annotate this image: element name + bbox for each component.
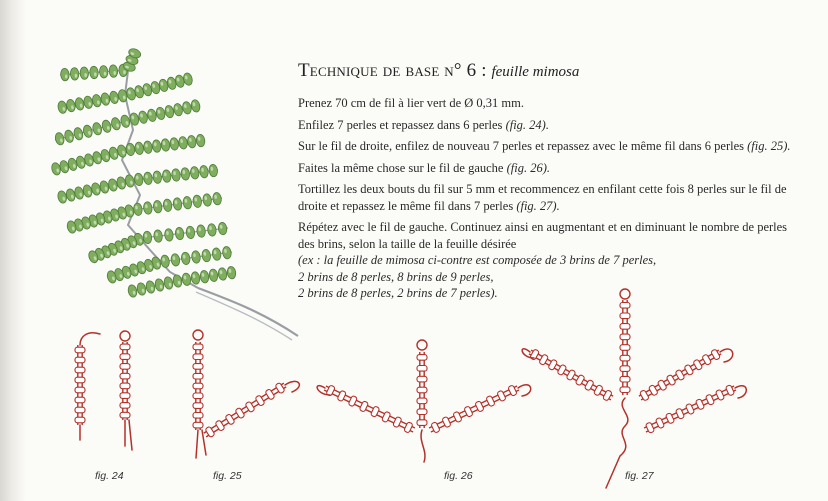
leaf-bead [199, 165, 209, 178]
leaf-bead [180, 167, 190, 180]
diagram-bead [120, 383, 130, 389]
diagram-bead [620, 324, 630, 330]
leaf-bead [199, 270, 209, 283]
leaf-bead [152, 171, 162, 184]
leaf-bead [208, 164, 218, 177]
leaf-bead [60, 68, 69, 81]
diagram-bead [417, 366, 427, 372]
leaf-bead [190, 166, 200, 179]
diagram-bead [620, 376, 630, 382]
leaf-bead [80, 67, 89, 80]
instruction-paragraph: Prenez 70 cm de fil à lier vert de Ø 0,31 mm. [298, 96, 524, 110]
leaf-branch-right [133, 192, 222, 216]
diagram-bead [193, 383, 203, 389]
instruction-paragraph: Tortillez les deux bouts du fil sur 5 mm et recommencez en enfilant cette fois 8 perles sur le fil de droite et repassez le même fil dans 7 perles (fig. 27). [298, 182, 787, 213]
diagram-bead [120, 403, 130, 409]
diagram-bead [193, 344, 203, 350]
leaf-bead [173, 103, 184, 117]
leaf-bead [163, 276, 174, 290]
leaf-branch-right [181, 266, 236, 286]
diagram-bead [75, 397, 85, 403]
diagram-bead [620, 355, 630, 361]
leaf-bead [99, 180, 110, 194]
caption-fig-24: fig. 24 [95, 470, 124, 482]
leaf-bead [127, 284, 138, 298]
leaf-branch-left [54, 114, 131, 146]
instruction-paragraph: Répétez avec le fil de gauche. Continuez ainsi en augmentant et en diminuant le nombre de perles des brins, selon la taille de la feuille désirée [298, 220, 788, 251]
figure-reference: (fig. 25). [747, 139, 791, 153]
leaf-bead [109, 65, 118, 78]
leaf-bead [136, 282, 147, 296]
leaf-bead [74, 97, 85, 111]
fig-24-strand-a [75, 345, 85, 425]
diagram-bead [193, 403, 203, 409]
fig-25-loop [193, 330, 203, 340]
leaf-bead [169, 137, 179, 150]
leaf-bead [125, 143, 135, 156]
diagram-bead [75, 357, 85, 363]
leaf-bead [70, 67, 79, 80]
caption-fig-27: fig. 27 [625, 470, 654, 482]
leaf-bead [92, 122, 103, 136]
leaf-stem-tail [198, 288, 298, 336]
leaf-branch-left [66, 204, 135, 234]
diagram-bead [417, 355, 427, 361]
diagram-bead [193, 422, 203, 428]
diagram-bead [75, 417, 85, 423]
leaf-bead [89, 66, 98, 79]
diagram-bead [417, 376, 427, 382]
leaf-bead [181, 101, 192, 115]
leaf-bead [175, 227, 185, 240]
leaf-bead [182, 196, 192, 209]
instruction-paragraph: Faites la même chose sur le fil de gauche (fig. 26). [298, 160, 551, 175]
leaf-bead [73, 127, 84, 141]
leaf-bead [181, 273, 191, 286]
leaf-bead [143, 172, 153, 185]
leaf-bead [153, 200, 163, 213]
leaf-bead [196, 224, 206, 237]
leaf-branch-left [87, 232, 145, 264]
leaf-bead [173, 197, 183, 210]
leaf-bead [178, 136, 188, 149]
leaf-stem-tail [196, 292, 292, 340]
leaf-bead [172, 274, 183, 288]
leaf-bead [99, 65, 108, 78]
leaf-bead [218, 222, 228, 235]
leaf-bead [153, 229, 163, 242]
leaf-branch-right [125, 134, 205, 156]
fig-26-loop [417, 340, 427, 350]
fig-26-strand-top [417, 352, 427, 428]
diagram-bead [120, 364, 130, 370]
leaf-branch-left [106, 256, 162, 284]
leaf-branch-right [160, 246, 232, 268]
diagram-bead [120, 344, 130, 350]
diagram-bead [75, 387, 85, 393]
leaf-bead [152, 139, 162, 152]
diagram-bead [193, 413, 203, 419]
leaf-bead [164, 228, 174, 241]
leaf-branch-left [57, 174, 136, 204]
fig-24-wire-end [80, 333, 100, 345]
leaf-bead [143, 141, 153, 154]
leaf-bead [164, 105, 175, 119]
fig-26-strand-left [324, 385, 415, 433]
diagram-bead [75, 347, 85, 353]
diagram-bead [417, 387, 427, 393]
diagram-bead [620, 313, 630, 319]
leaf-branch-right [125, 72, 193, 101]
diagram-bead [620, 345, 630, 351]
instruction-paragraph: Sur le fil de droite, enfilez de nouveau 7 perles et repassez avec le même fil dans 6 perles (fig. 25). [298, 139, 791, 153]
figure-reference: (fig. 27). [516, 198, 560, 213]
fig-26-strand-right [429, 385, 519, 433]
leaf-branch-right [134, 164, 218, 186]
leaf-bead [201, 249, 211, 262]
leaf-bead [74, 186, 85, 200]
diagram-bead [120, 393, 130, 399]
leaf-bead [134, 142, 144, 155]
diagram-bead [193, 373, 203, 379]
leaf-bead [124, 174, 135, 188]
fig-24-wire-end [125, 420, 132, 450]
fig-27-loop-end [720, 349, 733, 362]
leaf-branch-left [127, 274, 183, 298]
diagram-bead [75, 367, 85, 373]
leaf-bead [154, 278, 165, 292]
diagram-bead [620, 366, 630, 372]
leaf-bead [208, 269, 218, 282]
caption-fig-25: fig. 25 [213, 470, 242, 482]
leaf-bead [170, 253, 180, 266]
instruction-paragraph: Enfilez 7 perles et repassez dans 6 perles (fig. 24). [298, 117, 549, 132]
fig-27-strand-top [620, 300, 630, 395]
diagram-bead [417, 420, 427, 426]
leaf-branch-right [142, 222, 228, 244]
leaf-bead [196, 134, 206, 147]
fig-25-loop-end [285, 381, 299, 392]
leaf-bead [160, 255, 170, 268]
leaf-bead [163, 199, 173, 212]
leaf-bead [92, 94, 103, 108]
leaf-bead [107, 178, 118, 192]
leaf-bead [226, 266, 236, 279]
leaf-bead [217, 267, 227, 280]
diagram-bead [193, 364, 203, 370]
diagram-bead [75, 377, 85, 383]
fig-27-strand-upper-left [529, 349, 613, 401]
figure-reference: (fig. 26). [506, 160, 551, 175]
leaf-bead [63, 129, 74, 143]
leaf-bead [100, 92, 111, 106]
leaf-bead [83, 95, 94, 109]
figure-reference: (fig. 24). [505, 117, 549, 132]
leaf-bead [186, 226, 196, 239]
leaf-branch-right [129, 99, 201, 126]
leaf-bead [212, 192, 222, 205]
leaf-branch-tip [122, 47, 142, 73]
leaf-bead [181, 252, 191, 265]
leaf-bead [155, 106, 166, 120]
leaf-bead [207, 223, 217, 236]
leaf-branch-left [60, 64, 128, 81]
leaf-bead [191, 250, 201, 263]
leaf-bead [171, 168, 181, 181]
title-number: n° 6 : [444, 60, 487, 81]
leaf-bead [54, 132, 65, 146]
example-note: (ex : la feuille de mimosa ci-contre est composée de 3 brins de 7 perles, 2 brins de 8 perles, 8 brins de 9 perles, 2 brins de 8 perles, 2 brins de 7 perles). [298, 253, 657, 300]
leaf-bead [57, 100, 68, 114]
diagram-bead [75, 407, 85, 413]
caption-fig-26: fig. 26 [444, 470, 473, 482]
fig-25-strand-main [193, 342, 203, 430]
diagram-bead [120, 373, 130, 379]
fig-26-wire-end [421, 430, 425, 462]
leaf-branch-left [57, 89, 128, 114]
leaf-bead [146, 108, 157, 122]
leaf-bead [82, 184, 93, 198]
title-main: Technique de base [298, 60, 440, 81]
leaf-bead [116, 176, 127, 190]
leaf-bead [161, 138, 171, 151]
leaf-bead [192, 195, 202, 208]
fig-27-strand-upper-right [639, 349, 721, 401]
leaf-bead [190, 99, 201, 113]
leaf-bead [101, 119, 112, 133]
leaf-bead [57, 190, 68, 204]
bead-diagrams [75, 289, 746, 488]
leaf-bead [162, 169, 172, 182]
diagram-bead [620, 387, 630, 393]
diagram-bead [620, 303, 630, 309]
leaf-bead [187, 135, 197, 148]
leaf-bead [110, 117, 121, 131]
beaded-mimosa-leaf-photo [50, 47, 298, 340]
fig-26-loop-end [518, 385, 531, 396]
diagram-bead [417, 409, 427, 415]
leaf-bead [190, 271, 200, 284]
fig-24-strand-b [120, 342, 130, 420]
diagram-bead [417, 398, 427, 404]
fig-25-strand-side [204, 382, 286, 437]
leaf-bead [65, 188, 76, 202]
leaf-bead [222, 246, 232, 259]
fig-25-wire-end [196, 430, 206, 458]
leaf-bead [90, 182, 101, 196]
diagram-bead [193, 354, 203, 360]
diagram-bead [193, 393, 203, 399]
page-title [298, 60, 579, 82]
leaf-bead [138, 110, 149, 124]
fig-24-loop [120, 331, 130, 341]
diagram-bead [120, 412, 130, 418]
leaf-bead [143, 201, 153, 214]
leaf-bead [212, 247, 222, 260]
leaf-bead [66, 99, 77, 113]
leaf-bead [82, 124, 93, 138]
diagram-bead [120, 354, 130, 360]
instructions-text [298, 95, 798, 302]
title-subtitle: feuille mimosa [491, 64, 580, 80]
fig-27-loop-end [735, 386, 746, 398]
diagram-bead [620, 334, 630, 340]
leaf-bead [145, 280, 156, 294]
leaf-bead [133, 203, 143, 216]
leaf-branch-left [50, 144, 127, 176]
leaf-bead [202, 193, 212, 206]
leaf-bead [109, 91, 120, 105]
